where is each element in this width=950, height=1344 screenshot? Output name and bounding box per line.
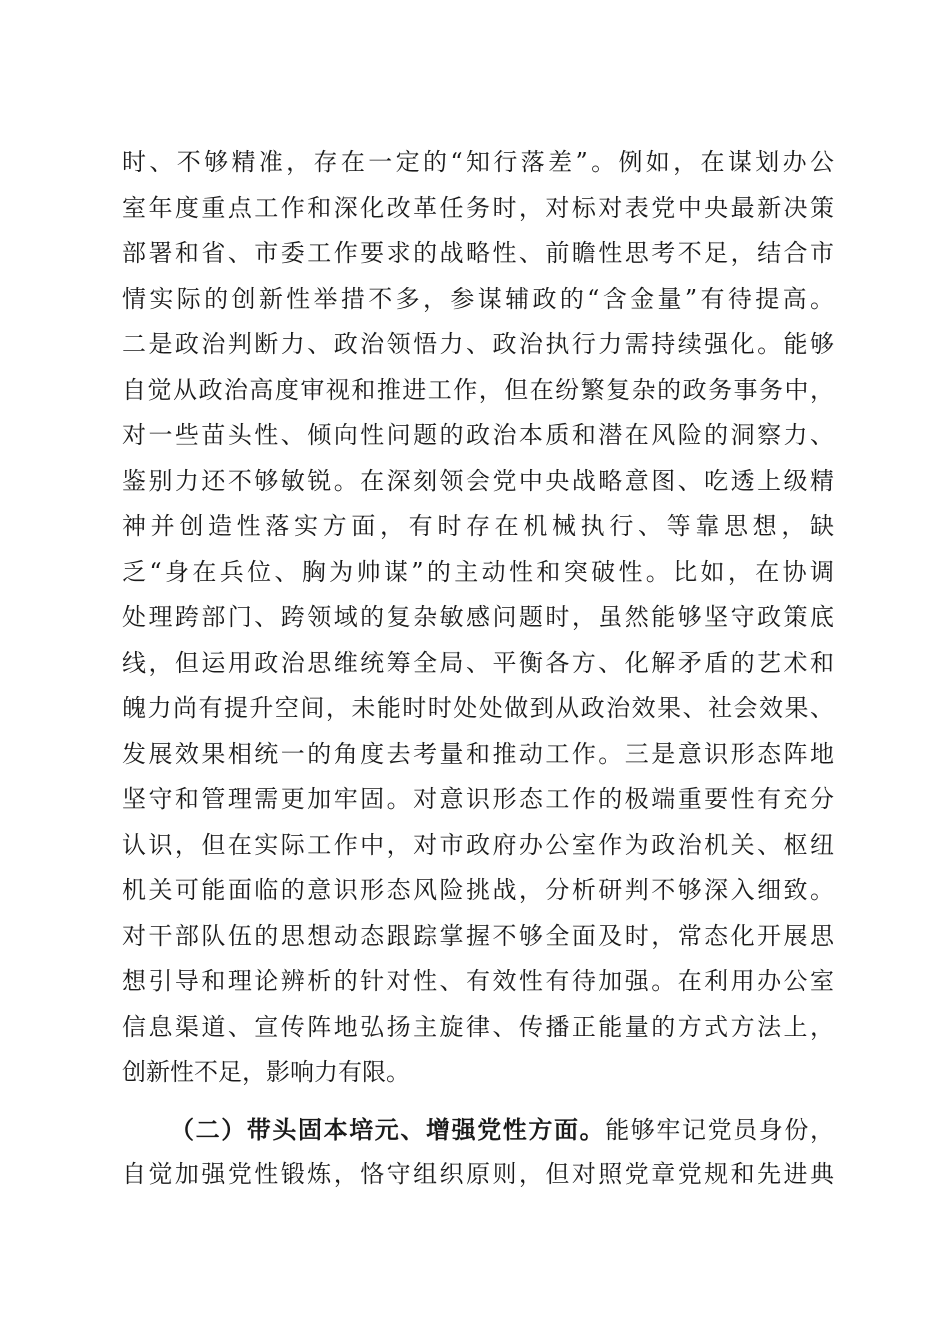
text-line: 时、不够精准，存在一定的“知行落差”。例如，在谋划办公: [122, 148, 834, 176]
text-line: 自觉从政治高度审视和推进工作，但在纷繁复杂的政务事务中，: [122, 375, 834, 404]
text-line: 二是政治判断力、政治领悟力、政治执行力需持续强化。能够: [122, 330, 834, 358]
text-line: 处理跨部门、跨领域的复杂敏感问题时，虽然能够坚守政策底: [122, 603, 834, 631]
text-line: 魄力尚有提升空间，未能时时处处做到从政治效果、社会效果、: [122, 694, 834, 722]
text-run: 能够牢记党员身份，: [605, 1115, 835, 1144]
paragraph-2: [122, 1107, 834, 1198]
text-line: 信息渠道、宣传阵地弘扬主旋律、传播正能量的方式方法上，: [122, 1012, 834, 1041]
text-line: 情实际的创新性举措不多，参谋辅政的“含金量”有待提高。: [122, 284, 834, 313]
paragraph-gap: [122, 1096, 834, 1107]
section-heading: （二）带头固本培元、增强党性方面。: [170, 1114, 606, 1144]
text-line: 认识，但在实际工作中，对市政府办公室作为政治机关、枢纽: [122, 830, 834, 859]
paragraph-1: [122, 140, 834, 1096]
text-line: 线，但运用政治思维统筹全局、平衡各方、化解矛盾的艺术和: [122, 648, 834, 677]
text-line: [122, 1107, 834, 1153]
text-line: 创新性不足，影响力有限。: [122, 1058, 410, 1086]
text-line: 机关可能面临的意识形态风险挑战，分析研判不够深入细致。: [122, 876, 834, 904]
text-line: 部署和省、市委工作要求的战略性、前瞻性思考不足，结合市: [122, 239, 834, 267]
text-line: 室年度重点工作和深化改革任务时，对标对表党中央最新决策: [122, 193, 834, 222]
text-line: 自觉加强党性锻炼，恪守组织原则，但对照党章党规和先进典: [122, 1160, 834, 1188]
text-line: 想引导和理论辨析的针对性、有效性有待加强。在利用办公室: [122, 967, 834, 995]
text-line: 发展效果相统一的角度去考量和推动工作。三是意识形态阵地: [122, 739, 834, 768]
text-line: 对一些苗头性、倾向性问题的政治本质和潜在风险的洞察力、: [122, 421, 834, 449]
text-line: 坚守和管理需更加牢固。对意识形态工作的极端重要性有充分: [122, 785, 834, 813]
document-body: [122, 140, 834, 1198]
text-line: 乏“身在兵位、胸为帅谋”的主动性和突破性。比如，在协调: [122, 557, 834, 586]
text-line: 神并创造性落实方面，有时存在机械执行、等靠思想，缺: [122, 512, 834, 540]
text-line: 鉴别力还不够敏锐。在深刻领会党中央战略意图、吃透上级精: [122, 466, 834, 495]
text-line: 对干部队伍的思想动态跟踪掌握不够全面及时，常态化开展思: [122, 921, 834, 950]
